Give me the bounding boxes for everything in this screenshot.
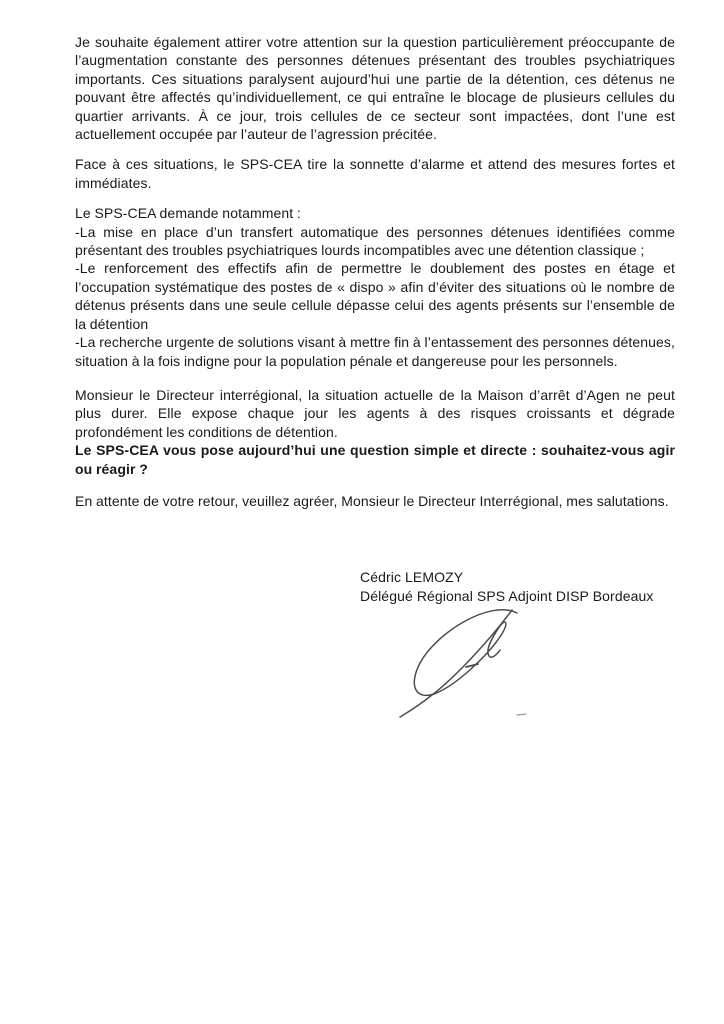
signer-name: Cédric LEMOZY	[360, 569, 464, 586]
letter-body	[75, 33, 675, 721]
heading-demands: Le SPS-CEA demande notamment :	[75, 205, 301, 222]
paragraph-psychiatric-concern: Je souhaite également attirer votre attention sur la question particulièrement préoccupante de l’augmentation constante des personnes détenues présentant des troubles psychiatriques importants. Ces situations paralysent aujourd’hui une partie de la détention, ces détenus ne pouvant être affectés qu’individuellement, ce qui entraîne le blocage de plusieurs cellules du quartier arrivants. À ce jour, trois cellules de ce secteur sont impactées, dont l’une est actuellement occupée par l’auteur de l’agression précitée.	[75, 34, 675, 143]
handwritten-signature-icon	[396, 607, 530, 721]
demand-item-transfer: -La mise en place d’un transfert automatique des personnes détenues identifiées comme présentant des troubles psychiatriques lourds incompatibles avec une détention classique ;	[75, 223, 675, 259]
signature-block	[360, 568, 675, 721]
paragraph-bold-question: Le SPS-CEA vous pose aujourd’hui une question simple et directe : souhaitez-vous agir ou réagir ?	[75, 442, 675, 477]
paragraph-alarm: Face à ces situations, le SPS-CEA tire la sonnette d’alarme et attend des mesures fortes et immédiates.	[75, 156, 675, 191]
paragraph-situation: Monsieur le Directeur interrégional, la situation actuelle de la Maison d’arrêt d’Agen ne peut plus durer. Elle expose chaque jour les agents à des risques croissants et dégrade profondément les conditions de détention.	[75, 386, 675, 440]
paragraph-closing: En attente de votre retour, veuillez agréer, Monsieur le Directeur Interrégional, mes salutations.	[75, 492, 669, 509]
demand-item-staffing: -Le renforcement des effectifs afin de permettre le doublement des postes en étage et l’occupation systématique des postes de « dispo » afin d’éviter des situations où le nombre de détenus présents dans une seule cellule dépasse celui des agents présents sur l’ensemble de la détention	[75, 260, 675, 332]
demand-item-overcrowding: -La recherche urgente de solutions visant à mettre fin à l’entassement des personnes détenues, situation à la fois indigne pour la population pénale et dangereuse pour les personnels.	[75, 334, 675, 369]
signer-title: Délégué Régional SPS Adjoint DISP Bordeaux	[360, 587, 654, 604]
